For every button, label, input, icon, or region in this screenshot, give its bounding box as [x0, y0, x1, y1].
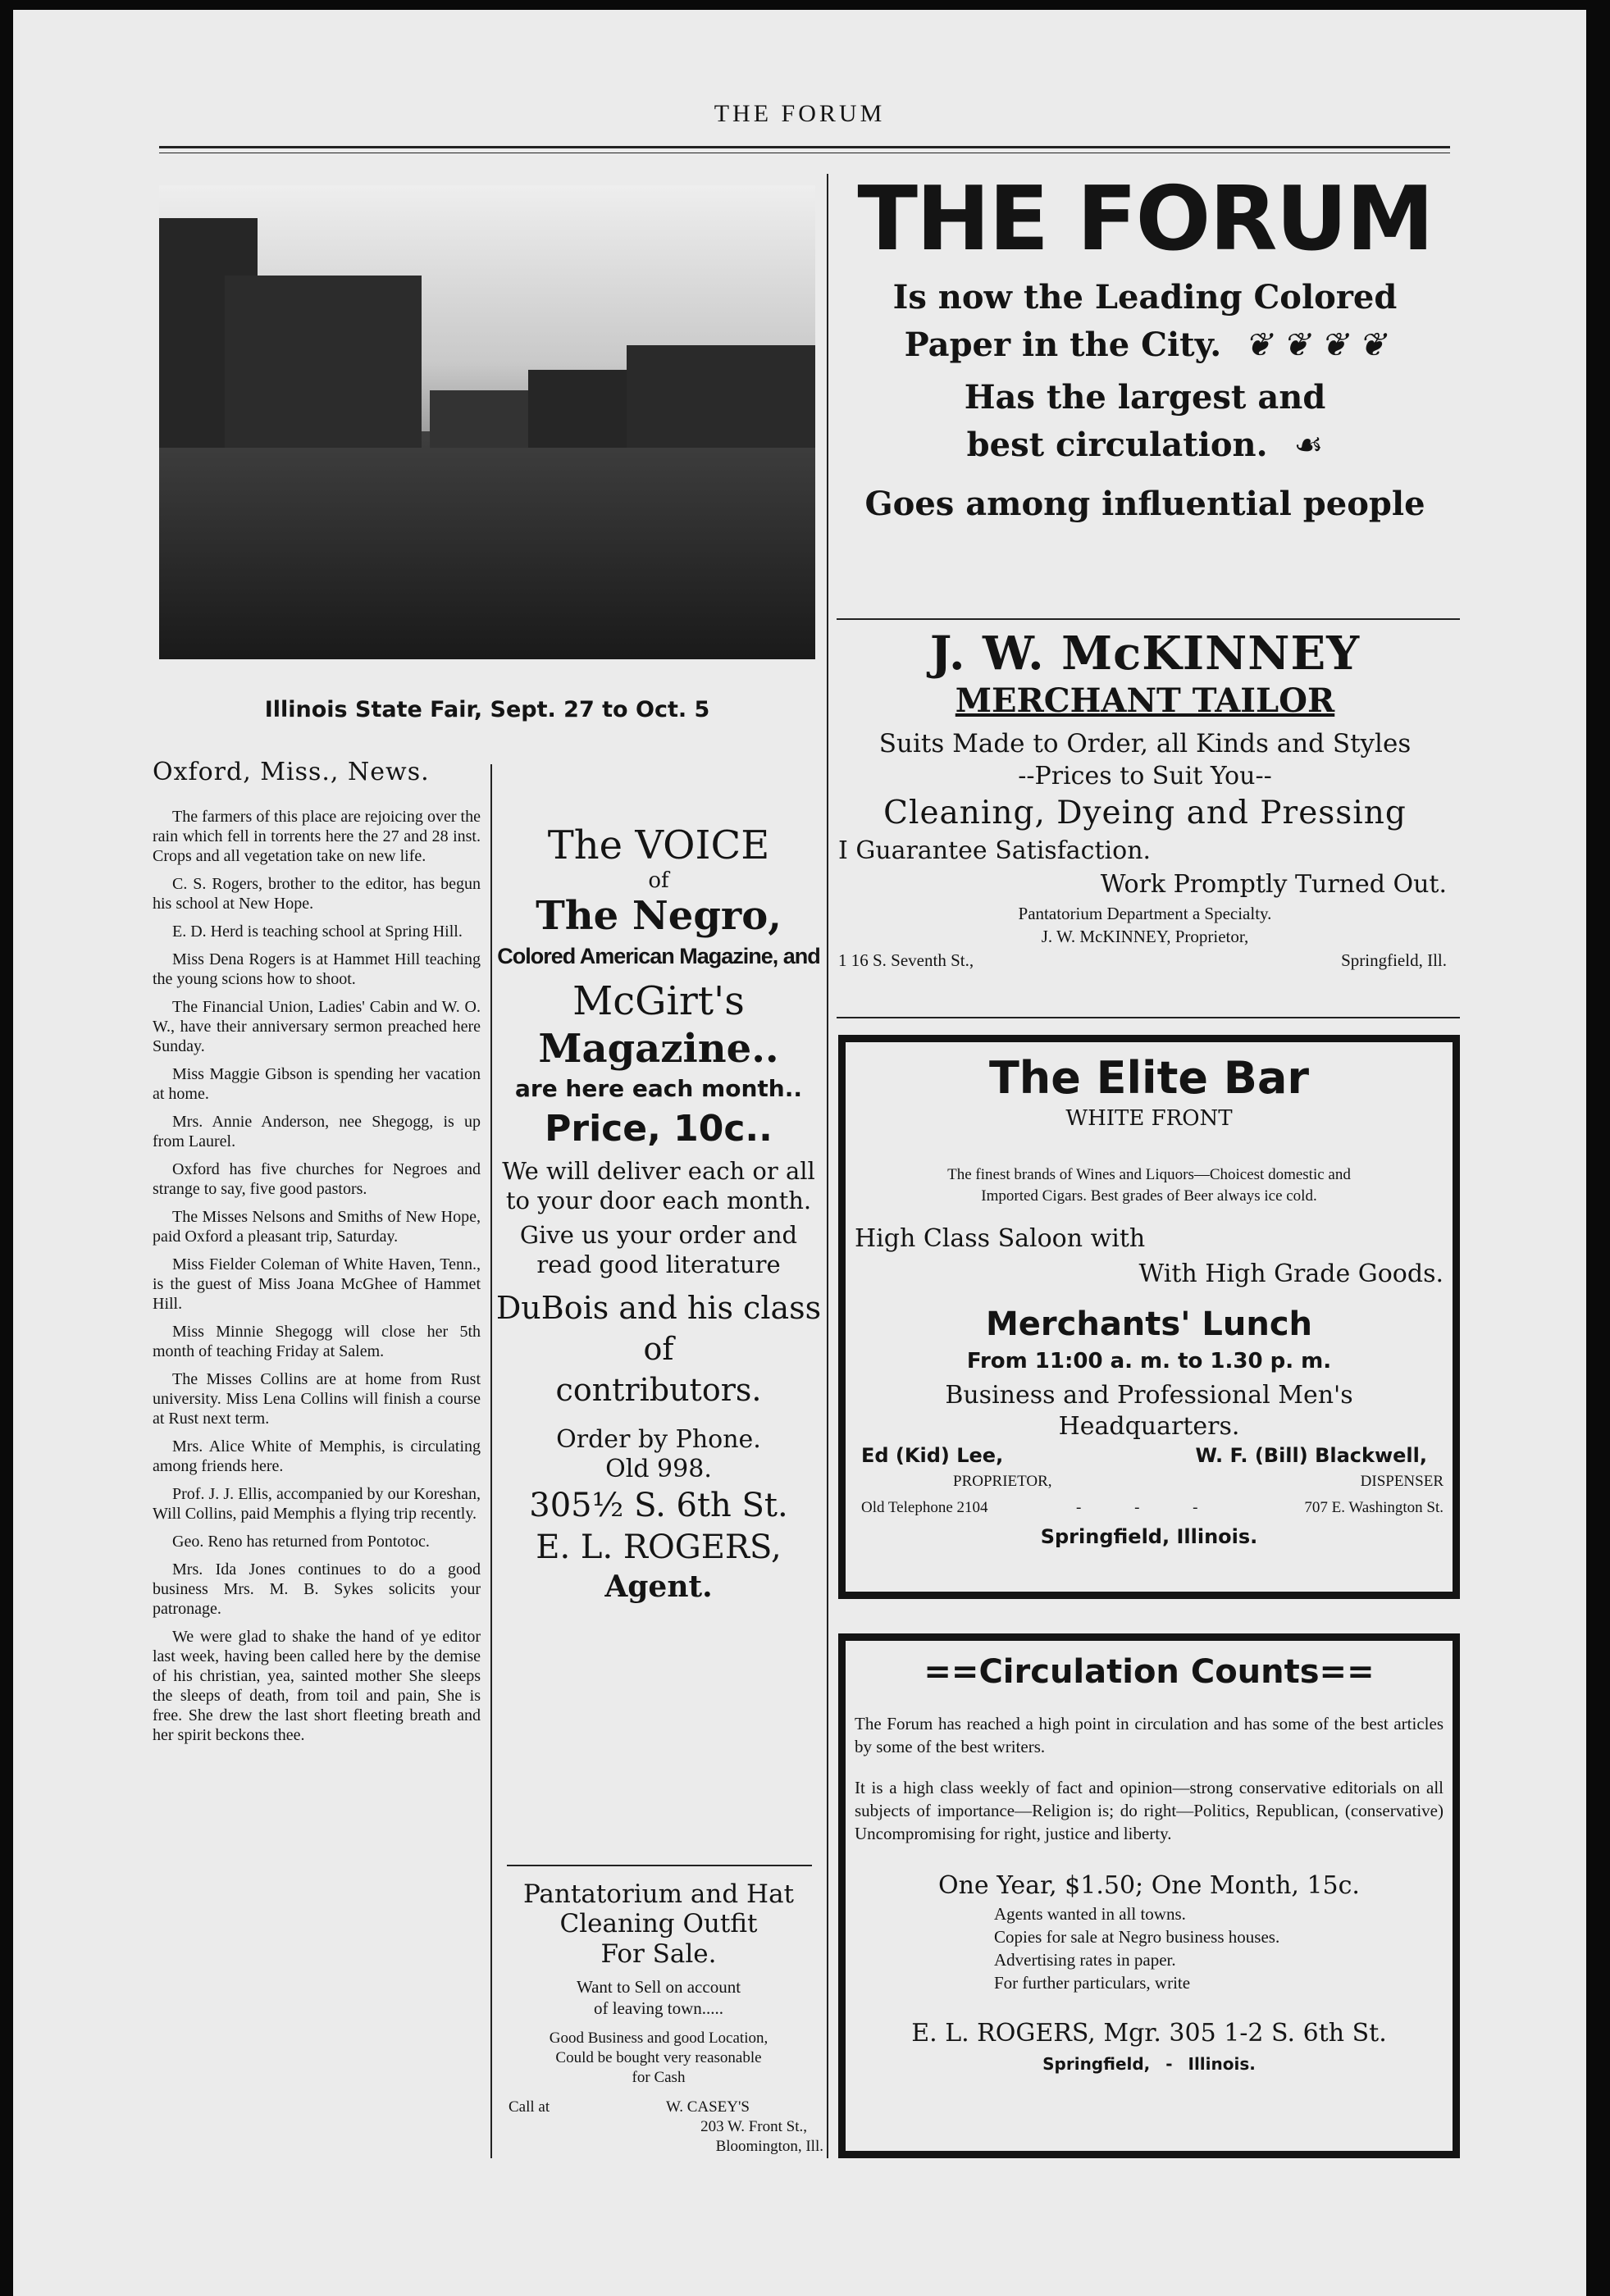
- voice-dubois: DuBois and his class of: [495, 1290, 822, 1367]
- voice-deliver: We will deliver each or all to your door each month.: [502, 1157, 815, 1214]
- elite-address: 707 E. Washington St.: [1304, 1499, 1444, 1516]
- voice-colored-american: Colored American Magazine, and: [497, 944, 820, 968]
- mckinney-trade: MERCHANT TAILOR: [955, 681, 1335, 720]
- elite-subtitle: WHITE FRONT: [1065, 1106, 1233, 1131]
- circulation-manager: E. L. ROGERS, Mgr. 305 1-2 S. 6th St.: [911, 2019, 1387, 2048]
- column-divider-1: [490, 764, 492, 2158]
- leaf-ornament-icon: ❦ ❦ ❦ ❦: [1244, 326, 1386, 364]
- circulation-agents-2: Copies for sale at Negro business houses.: [994, 1927, 1280, 1947]
- news-item: Miss Dena Rogers is at Hammet Hill teaching the young scions how to shoot.: [153, 950, 481, 988]
- voice-negro: The Negro,: [536, 893, 782, 939]
- pantatorium-line-2: of leaving town.....: [593, 1998, 724, 2018]
- column-divider-2: [827, 174, 828, 2158]
- forum-ad-line-1: Is now the Leading Colored: [892, 278, 1398, 317]
- pantatorium-line-5: for Cash: [632, 2069, 686, 2086]
- voice-agent-name: E. L. ROGERS,: [536, 1528, 782, 1566]
- news-item: The Misses Nelsons and Smiths of New Hope, paid Oxford a pleasant trip, Saturday.: [153, 1208, 481, 1246]
- news-item: Mrs. Ida Jones continues to do a good business Mrs. M. B. Sykes solicits your patronage.: [153, 1560, 481, 1618]
- circulation-agents-1: Agents wanted in all towns.: [994, 1904, 1186, 1924]
- mckinney-city: Springfield, Ill.: [1341, 950, 1447, 970]
- voice-contributors: contributors.: [555, 1372, 762, 1408]
- mckinney-line-1: Suits Made to Order, all Kinds and Styles: [878, 729, 1412, 758]
- pantatorium-name: W. CASEY'S: [666, 2098, 750, 2116]
- mckinney-name: J. W. McKINNEY: [929, 626, 1361, 681]
- masthead: THE FORUM: [714, 100, 886, 127]
- mckinney-line-3: Cleaning, Dyeing and Pressing: [883, 795, 1407, 831]
- elite-bar-content: [855, 1051, 1444, 1551]
- voice-divider: [507, 1865, 812, 1866]
- pantatorium-line-4: Could be bought very reasonable: [555, 2049, 762, 2066]
- elite-hours: From 11:00 a. m. to 1.30 p. m.: [966, 1349, 1332, 1374]
- pantatorium-addr-1: 203 W. Front St.,: [700, 2118, 807, 2135]
- circulation-para-1: The Forum has reached a high point in circulation and has some of the best articles by some of the best writers.: [855, 1714, 1444, 1756]
- voice-mcgirts: McGirt's: [572, 978, 745, 1024]
- news-item: The farmers of this place are rejoicing over the rain which fell in torrents here the 27 and 28 inst. Crops and all vegetation take on new life.: [153, 808, 481, 865]
- voice-phone: Order by Phone.: [556, 1425, 761, 1454]
- elite-phone: Old Telephone 2104: [861, 1499, 988, 1516]
- newspaper-page: [13, 10, 1586, 2296]
- elite-saloon-2: With High Grade Goods.: [1138, 1260, 1444, 1288]
- news-item: Miss Minnie Shegogg will close her 5th month of teaching Friday at Salem.: [153, 1323, 481, 1360]
- hand-ornament-icon: ☙: [1293, 426, 1324, 464]
- forum-ad-divider: [837, 618, 1460, 620]
- masthead-rule: [159, 146, 1450, 148]
- forum-ad-line-2: Paper in the City.: [904, 326, 1222, 364]
- pantatorium-call-row: [494, 2098, 823, 2117]
- pantatorium-title-2: Cleaning Outfit: [559, 1909, 758, 1938]
- circulation-title: ==Circulation Counts==: [924, 1653, 1375, 1691]
- news-item: Miss Fielder Coleman of White Haven, Tenn., is the guest of Miss Joana McGhee of Hammet Hill.: [153, 1255, 481, 1313]
- mckinney-ad: [833, 626, 1457, 973]
- news-item: The Misses Collins are at home from Rust university. Miss Lena Collins will finish a course at Rust next term.: [153, 1370, 481, 1428]
- mckinney-line-2: --Prices to Suit You--: [1018, 762, 1272, 790]
- mckinney-address-row: [833, 948, 1457, 973]
- circulation-city: Springfield, - Illinois.: [1042, 2054, 1256, 2074]
- voice-magazine: Magazine..: [538, 1026, 779, 1072]
- elite-dispenser-role: DISPENSER: [1360, 1473, 1444, 1490]
- elite-saloon-1: High Class Saloon with: [855, 1224, 1146, 1253]
- mckinney-address: 1 16 S. Seventh St.,: [838, 950, 974, 970]
- forum-ad-line-4-row: [833, 421, 1457, 469]
- voice-monthly: are here each month..: [514, 1075, 802, 1102]
- news-item: Miss Maggie Gibson is spending her vacation at home.: [153, 1065, 481, 1103]
- pantatorium-title-1: Pantatorium and Hat: [522, 1879, 795, 1909]
- elite-roles-row: [855, 1469, 1444, 1494]
- voice-phone-number: Old 998.: [605, 1455, 712, 1483]
- mckinney-line-5: Work Promptly Turned Out.: [1100, 870, 1447, 899]
- voice-agent: Agent.: [604, 1569, 713, 1604]
- pantatorium-addr-2: Bloomington, Ill.: [715, 2138, 823, 2155]
- oxford-news: [153, 758, 481, 1753]
- elite-dashes: - - -: [1076, 1499, 1223, 1516]
- voice-order: Give us your order and read good literature: [519, 1221, 798, 1278]
- elite-lunch: Merchants' Lunch: [985, 1305, 1313, 1343]
- oxford-heading: Oxford, Miss., News.: [153, 758, 430, 786]
- pantatorium-line-1: Want to Sell on account: [576, 1977, 741, 1997]
- pantatorium-line-3: Good Business and good Location,: [549, 2029, 769, 2047]
- photo-caption: Illinois State Fair, Sept. 27 to Oct. 5: [264, 697, 710, 722]
- news-item: C. S. Rogers, brother to the editor, has begun his school at New Hope.: [153, 875, 481, 913]
- forum-ad-line-3: Has the largest and: [964, 378, 1326, 417]
- forum-ad-title: THE FORUM: [857, 168, 1433, 271]
- mckinney-line-4: I Guarantee Satisfaction.: [838, 836, 1152, 865]
- forum-ad-line-5: Goes among influential people: [864, 485, 1425, 523]
- elite-hq-1: Business and Professional Men's: [945, 1381, 1353, 1410]
- forum-ad: [833, 168, 1457, 528]
- circulation-agents-4: For further particulars, write: [994, 1973, 1191, 1993]
- elite-contact-row: [855, 1494, 1444, 1522]
- pantatorium-ad: [494, 1879, 823, 2157]
- forum-ad-line-4: best circulation.: [966, 426, 1268, 464]
- circulation-price: One Year, $1.50; One Month, 15c.: [938, 1871, 1360, 1900]
- mckinney-divider: [837, 1017, 1460, 1018]
- voice-ad: [494, 822, 823, 1606]
- news-item: Geo. Reno has returned from Pontotoc.: [172, 1533, 430, 1551]
- news-item: Prof. J. J. Ellis, accompanied by our Koreshan, Will Collins, paid Memphis a flying trip recently.: [153, 1485, 481, 1523]
- elite-city: Springfield, Illinois.: [1040, 1525, 1258, 1548]
- voice-address: 305½ S. 6th St.: [529, 1487, 788, 1524]
- voice-price: Price, 10c..: [545, 1108, 773, 1150]
- voice-title: The VOICE: [547, 822, 770, 868]
- elite-owner-role: PROPRIETOR,: [953, 1473, 1052, 1490]
- elite-owner: Ed (Kid) Lee,: [861, 1444, 1004, 1467]
- news-item: We were glad to shake the hand of ye editor last week, having been called here by the demise of his christian, yea, sainted mother She sleeps the sleeps of death, from toil and pain, She is free. She drew the last short fleeting breath and her spirit beckons thee.: [153, 1628, 481, 1744]
- voice-of: of: [648, 868, 669, 893]
- mckinney-line-7: J. W. McKINNEY, Proprietor,: [1041, 927, 1249, 946]
- news-item: Mrs. Alice White of Memphis, is circulating among friends here.: [153, 1437, 481, 1475]
- news-item: The Financial Union, Ladies' Cabin and W. O. W., have their anniversary sermon preached here Sunday.: [153, 998, 481, 1055]
- forum-ad-line-2-row: [833, 321, 1457, 369]
- elite-dispenser: W. F. (Bill) Blackwell,: [1195, 1444, 1427, 1467]
- elite-title: The Elite Bar: [988, 1052, 1310, 1104]
- pantatorium-title-3: For Sale.: [600, 1939, 717, 1969]
- elite-staff-row: [855, 1442, 1444, 1469]
- circulation-content: [855, 1650, 1444, 2076]
- elite-desc-1: The finest brands of Wines and Liquors—Choicest domestic and: [947, 1166, 1351, 1183]
- fair-photo: [159, 185, 815, 659]
- circulation-agents-3: Advertising rates in paper.: [994, 1950, 1176, 1970]
- news-item: Mrs. Annie Anderson, nee Shegogg, is up from Laurel.: [153, 1113, 481, 1150]
- elite-desc-2: Imported Cigars. Best grades of Beer always ice cold.: [981, 1187, 1317, 1205]
- mckinney-line-6: Pantatorium Department a Specialty.: [1018, 904, 1272, 923]
- pantatorium-call: Call at: [509, 2098, 550, 2116]
- elite-hq-2: Headquarters.: [1058, 1412, 1240, 1441]
- news-item: Oxford has five churches for Negroes and strange to say, five good pastors.: [153, 1160, 481, 1198]
- news-item: E. D. Herd is teaching school at Spring Hill.: [172, 922, 463, 941]
- circulation-para-2: It is a high class weekly of fact and opinion—strong conservative editorials on all subjects of importance—Religion is; do right—Politics, Republican, (conservative) Uncompromising for right, justice and liberty.: [855, 1778, 1444, 1843]
